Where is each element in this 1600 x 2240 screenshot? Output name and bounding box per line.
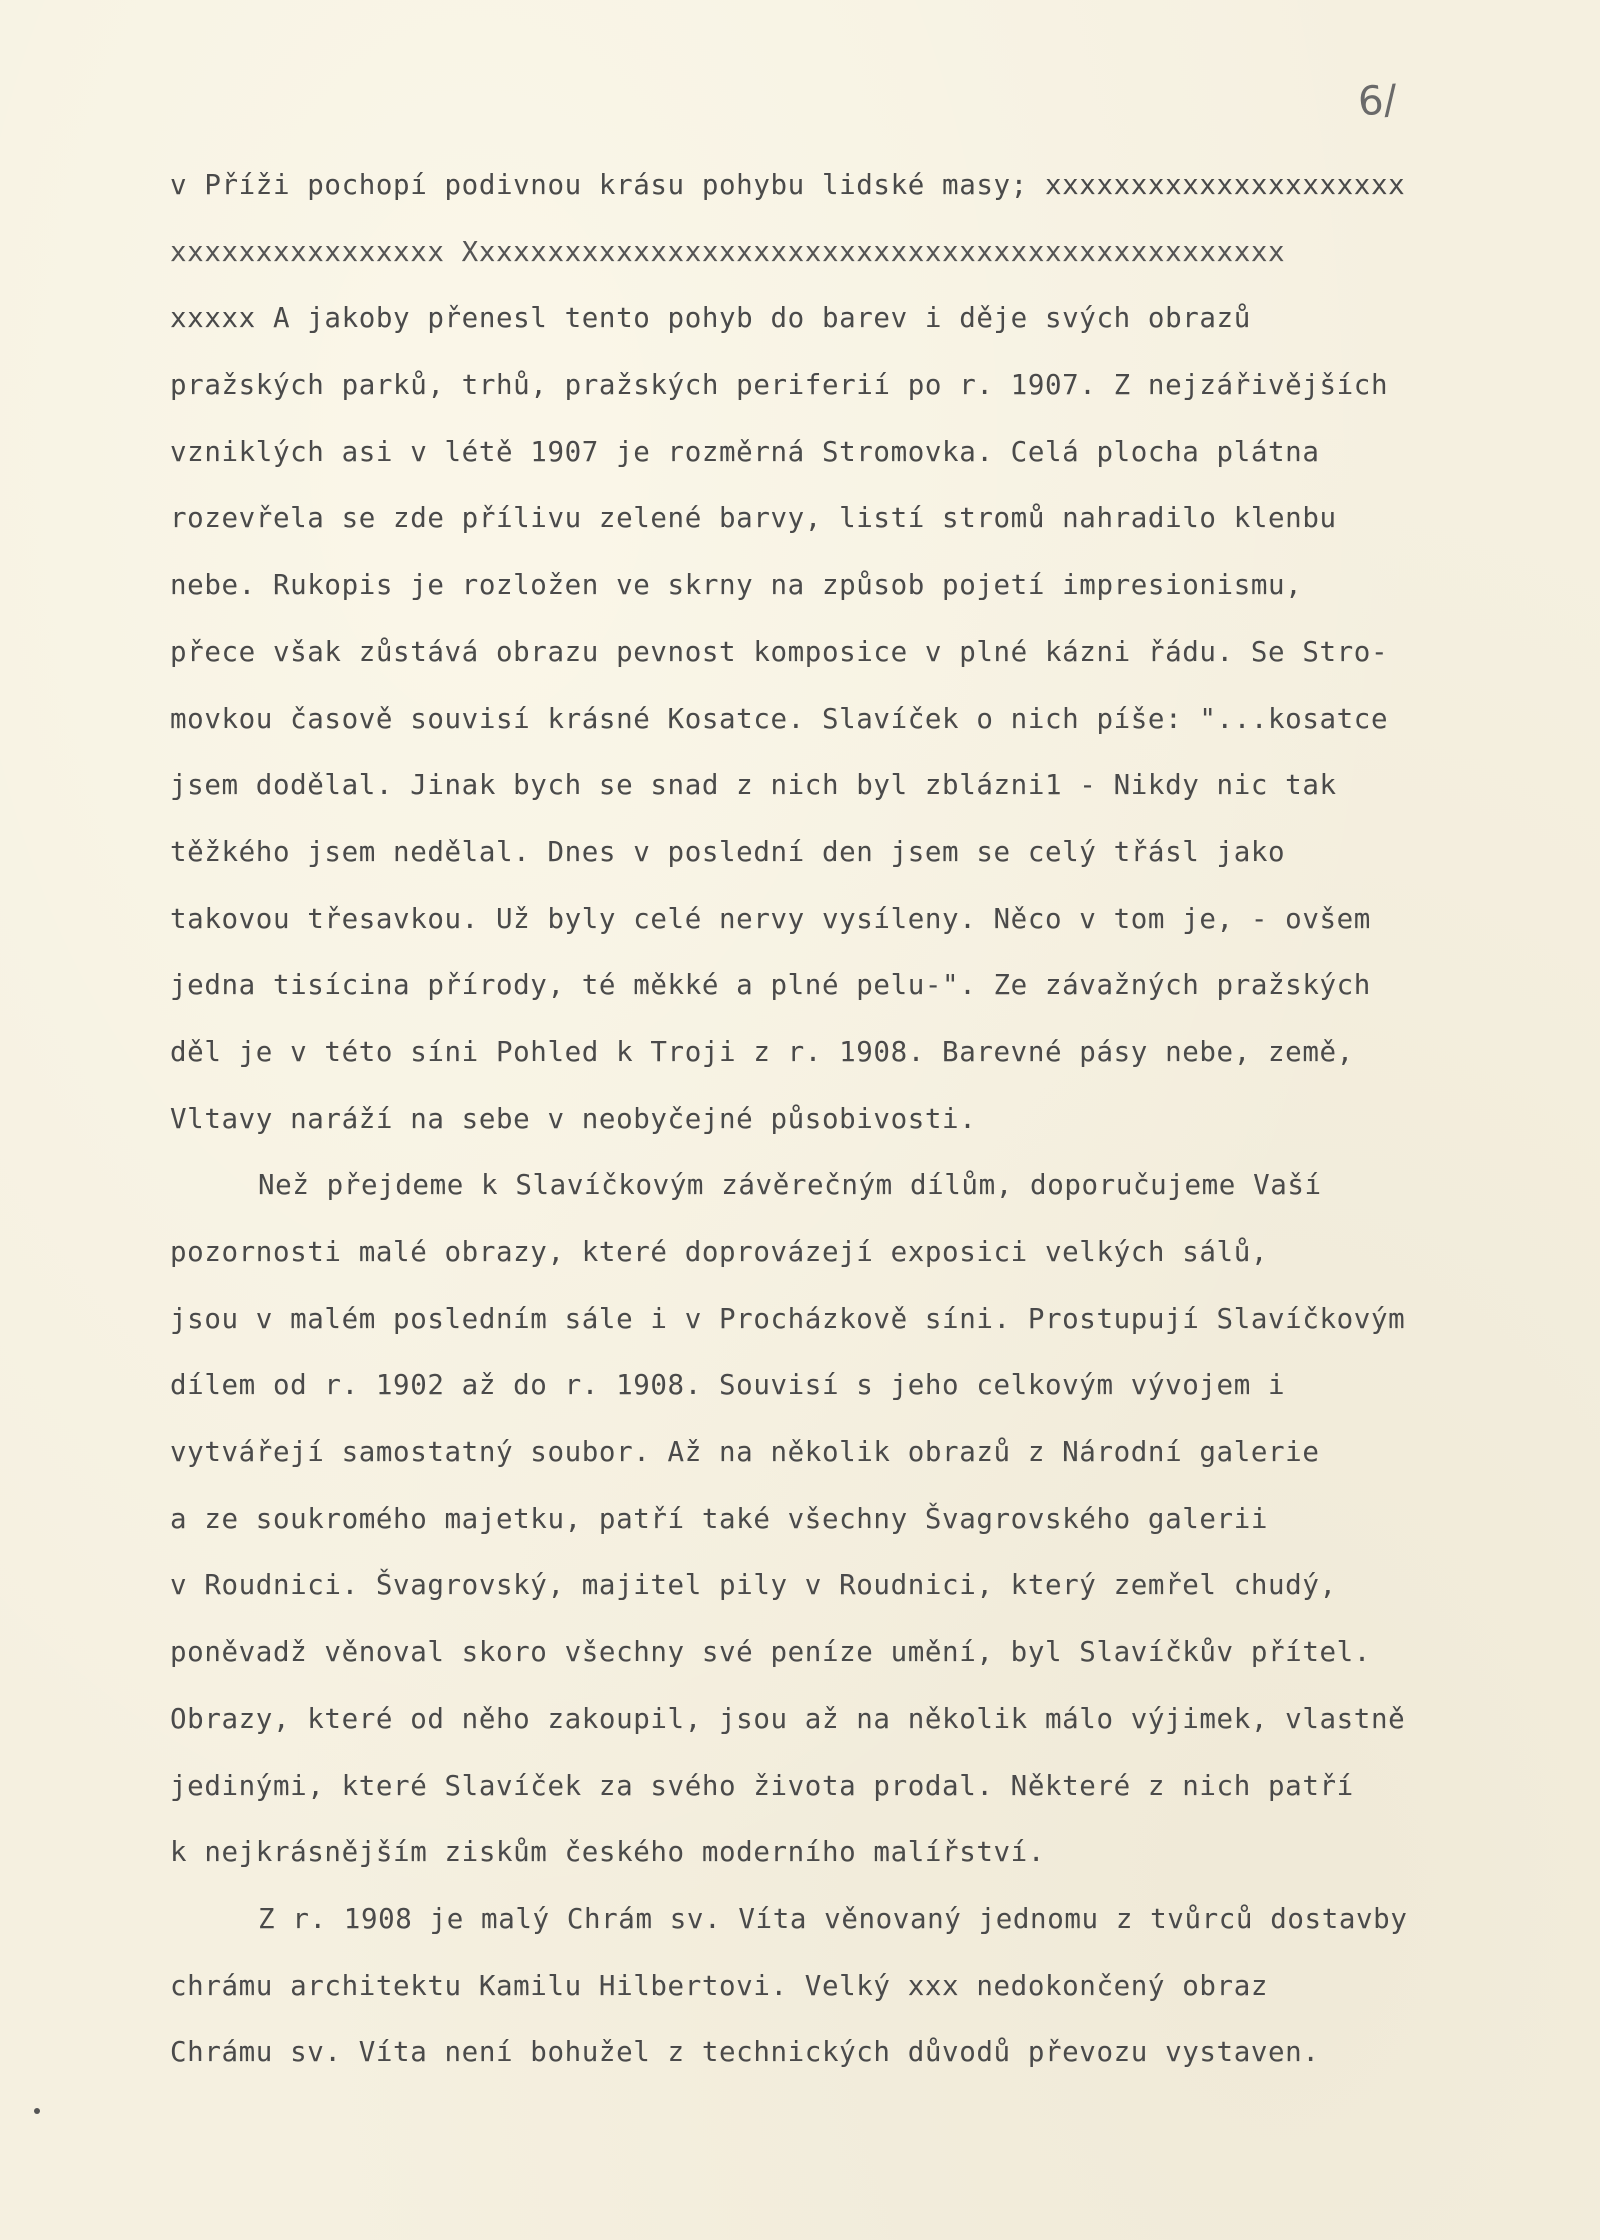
text-line: movkou časově souvisí krásné Kosatce. Slavíček o nich píše: "...kosatce — [170, 702, 1389, 735]
text-line: pražských parků, trhů, pražských periferií po r. 1907. Z nejzářivějších — [170, 369, 1389, 402]
text-line: jsem dodělal. Jinak bych se snad z nich byl zblázni1 - Nikdy nic tak — [170, 769, 1337, 802]
page-number: 6/ — [1356, 76, 1399, 126]
text-line: jsou v malém posledním sále i v Procházkově síni. Prostupují Slavíčkovým — [170, 1302, 1406, 1335]
text-line: Než přejdeme k Slavíčkovým závěrečným dílům, doporučujeme Vaší — [258, 1169, 1322, 1202]
text-line: v Příži pochopí podivnou krásu pohybu lidské masy; xxxxxxxxxxxxxxxxxxxxx — [170, 169, 1406, 201]
text-line: nebe. Rukopis je rozložen ve skrny na způsob pojetí impresionismu, — [170, 569, 1303, 602]
text-line: takovou třesavkou. Už byly celé nervy vysíleny. Něco v tom je, - ovšem — [170, 902, 1371, 935]
text-line: vytvářejí samostatný soubor. Až na několik obrazů z Národní galerie — [170, 1436, 1320, 1469]
text-line: přece však zůstává obrazu pevnost komposice v plné kázni řádu. Se Stro- — [170, 635, 1389, 668]
text-line: xxxxx A jakoby přenesl tento pohyb do barev i děje svých obrazů — [170, 302, 1251, 335]
text-line: těžkého jsem nedělal. Dnes v poslední den jsem se celý třásl jako — [170, 835, 1286, 868]
text-line: děl je v této síni Pohled k Troji z r. 1908. Barevné pásy nebe, země, — [170, 1035, 1354, 1068]
text-line: Vltavy naráží na sebe v neobyčejné působivosti. — [170, 1102, 977, 1135]
text-line: chrámu architektu Kamilu Hilbertovi. Velký xxx nedokončený obraz — [170, 1969, 1269, 2002]
text-line: Obrazy, které od něho zakoupil, jsou až na několik málo výjimek, vlastně — [170, 1702, 1406, 1735]
text-line: dílem od r. 1902 až do r. 1908. Souvisí s jeho celkovým vývojem i — [170, 1369, 1286, 1402]
text-line: jedinými, které Slavíček za svého života prodal. Některé z nich patří — [170, 1769, 1354, 1802]
text-line: Chrámu sv. Víta není bohužel z technických důvodů převozu vystaven. — [170, 2036, 1320, 2069]
text-line: a ze soukromého majetku, patří také všechny Švagrovského galerii — [170, 1502, 1269, 1535]
text-line: k nejkrásnějším ziskům českého moderního malířství. — [170, 1836, 1045, 1869]
text-line: vzniklých asi v létě 1907 je rozměrná Stromovka. Celá plocha plátna — [170, 435, 1320, 468]
text-line: rozevřela se zde přílivu zelené barvy, listí stromů nahradilo klenbu — [170, 502, 1337, 535]
typed-text-body — [170, 152, 1570, 2086]
text-line: pozornosti malé obrazy, které doprovázejí exposici velkých sálů, — [170, 1236, 1269, 1268]
text-line: poněvadž věnoval skoro všechny své peníze umění, byl Slavíčkův přítel. — [170, 1636, 1371, 1669]
text-line: Z r. 1908 je malý Chrám sv. Víta věnovaný jednomu z tvůrců dostavby — [258, 1902, 1408, 1935]
text-line: jedna tisícina přírody, té měkké a plné pelu-". Ze závažných pražských — [170, 969, 1371, 1002]
text-line: xxxxxxxxxxxxxxxx Xxxxxxxxxxxxxxxxxxxxxxxxxxxxxxxxxxxxxxxxxxxxxxxx — [170, 235, 1286, 268]
margin-dot — [34, 2108, 40, 2114]
text-line: v Roudnici. Švagrovský, majitel pily v Roudnici, který zemřel chudý, — [170, 1569, 1337, 1602]
